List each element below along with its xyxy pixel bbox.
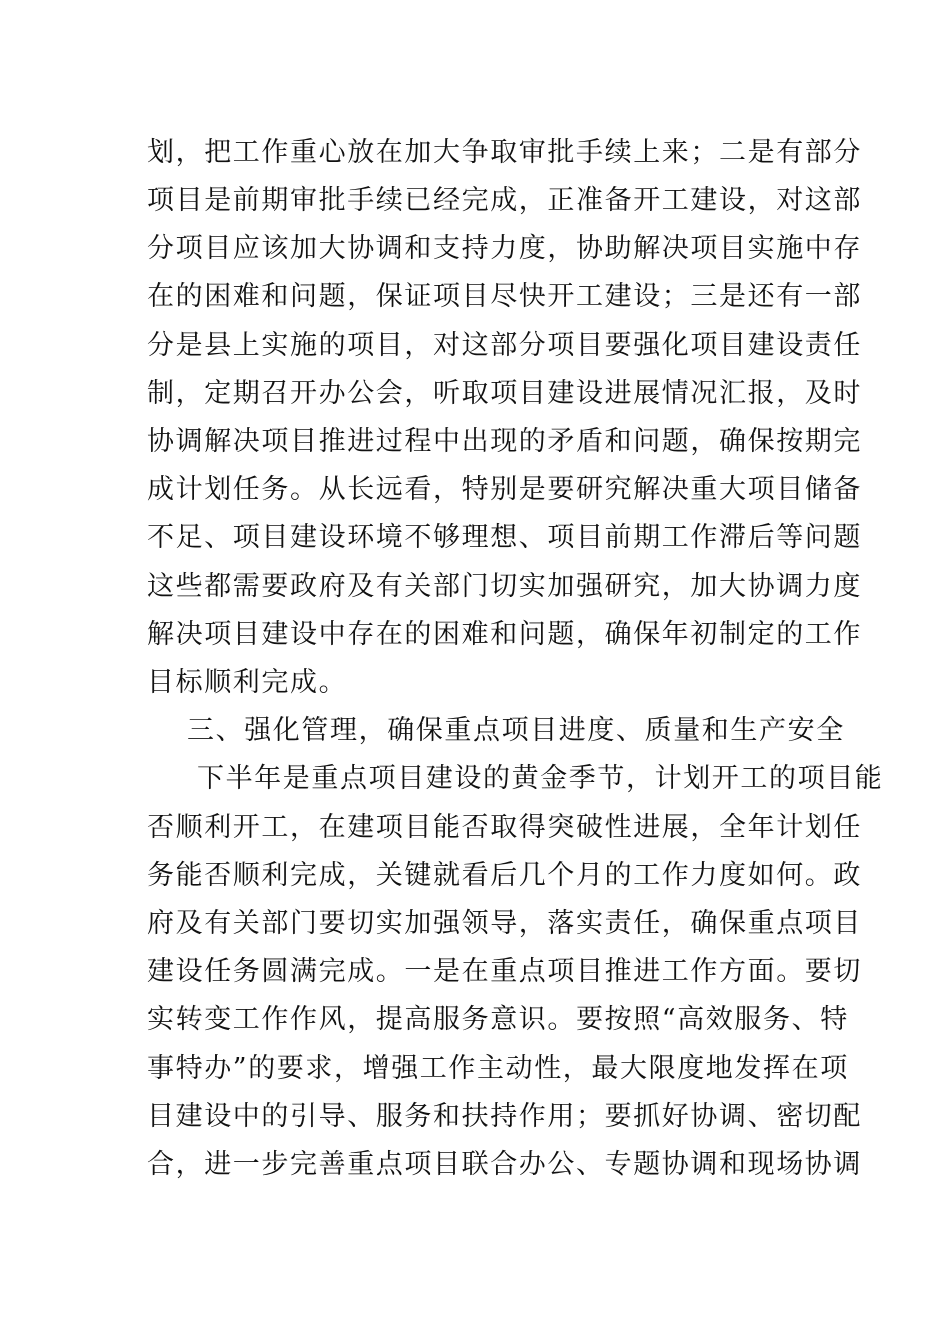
paragraph-line: 成计划任务。从长远看，特别是要研究解决重大项目储备 [147, 474, 862, 505]
paragraph-line: 实转变工作作风，提高服务意识。要按照“高效服务、特 [147, 1004, 849, 1035]
paragraph-line: 否顺利开工，在建项目能否取得突破性进展，全年计划任 [147, 812, 862, 843]
paragraph-line: 分是县上实施的项目，对这部分项目要强化项目建设责任 [147, 330, 862, 361]
paragraph-line: 府及有关部门要切实加强领导，落实责任，确保重点项目 [147, 908, 862, 939]
paragraph-line: 目建设中的引导、服务和扶持作用；要抓好协调、密切配 [147, 1101, 862, 1132]
paragraph-line: 分项目应该加大协调和支持力度，协助解决项目实施中存 [147, 233, 862, 264]
section-heading: 三、强化管理，确保重点项目进度、质量和生产安全 [187, 715, 845, 746]
paragraph-line: 不足、项目建设环境不够理想、项目前期工作滞后等问题 [147, 522, 862, 553]
paragraph-line: 项目是前期审批手续已经完成，正准备开工建设，对这部 [147, 185, 862, 216]
paragraph-line: 协调解决项目推进过程中出现的矛盾和问题，确保按期完 [147, 426, 862, 457]
paragraph-line: 合，进一步完善重点项目联合办公、专题协调和现场协调 [147, 1149, 862, 1180]
paragraph-line: 划，把工作重心放在加大争取审批手续上来；二是有部分 [147, 137, 862, 168]
paragraph-line: 建设任务圆满完成。一是在重点项目推进工作方面。要切 [147, 956, 862, 987]
paragraph-line: 解决项目建设中存在的困难和问题，确保年初制定的工作 [147, 619, 862, 650]
paragraph-line: 目标顺利完成。 [147, 667, 348, 698]
paragraph-line: 务能否顺利完成，关键就看后几个月的工作力度如何。政 [147, 860, 862, 891]
paragraph-line: 这些都需要政府及有关部门切实加强研究，加大协调力度 [147, 571, 862, 602]
paragraph-line: 制，定期召开办公会，听取项目建设进展情况汇报，及时 [147, 378, 862, 409]
paragraph-line: 下半年是重点项目建设的黄金季节，计划开工的项目能 [197, 763, 884, 794]
paragraph-line: 在的困难和问题，保证项目尽快开工建设；三是还有一部 [147, 281, 862, 312]
paragraph-line: 事特办”的要求，增强工作主动性，最大限度地发挥在项 [147, 1053, 849, 1084]
